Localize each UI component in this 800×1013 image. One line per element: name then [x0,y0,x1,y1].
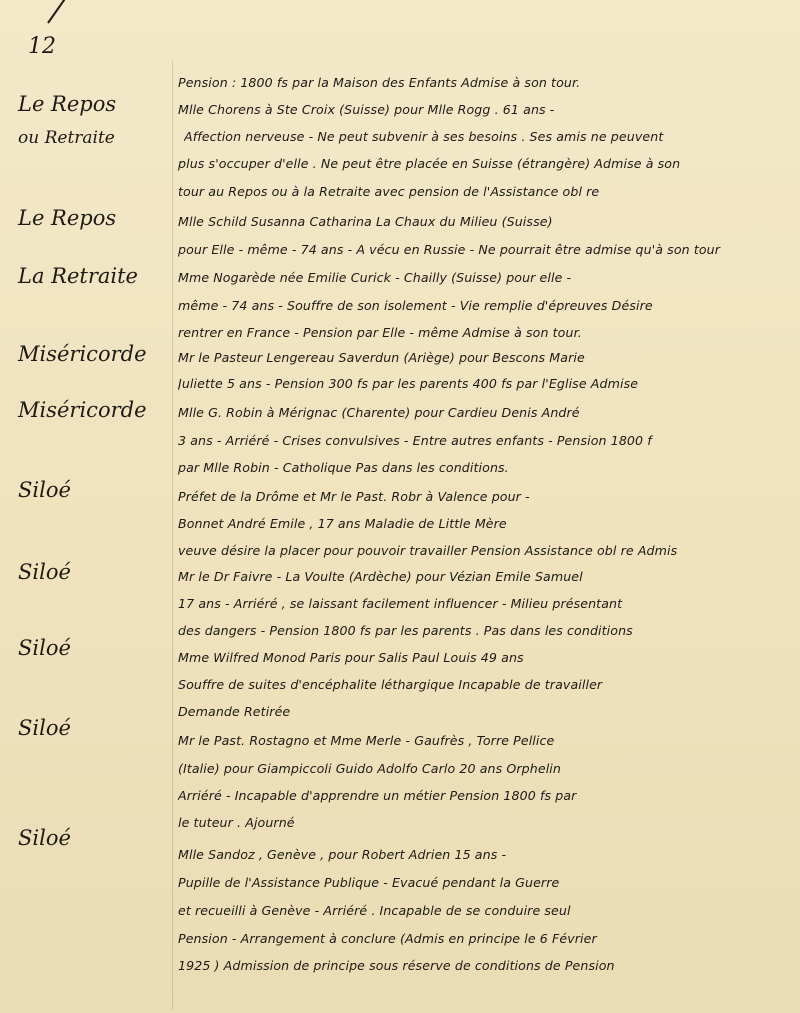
text-line: même - 74 ans - Souffre de son isolement - Vie remplie d'épreuves Désire [178,298,653,313]
text-line: Pension : 1800 fs par la Maison des Enfants Admise à son tour. [178,75,581,90]
margin-labels [0,0,180,1013]
text-line: Mr le Past. Rostagno et Mme Merle - Gaufrès , Torre Pellice [178,733,555,748]
text-line: Affection nerveuse - Ne peut subvenir à ses besoins . Ses amis ne peuvent [184,129,664,144]
margin-label: Miséricorde [18,342,147,366]
text-line: Mme Nogarède née Emilie Curick - Chailly (Suisse) pour elle - [178,270,572,285]
margin-label: Le Repos [18,92,117,116]
text-line: rentrer en France - Pension par Elle - même Admise à son tour. [178,325,582,340]
margin-label: Siloé [18,560,71,584]
page-number: 12 [28,34,56,59]
text-line: Mr le Pasteur Lengereau Saverdun (Ariège) pour Bescons Marie [178,350,585,365]
text-line: Mlle Chorens à Ste Croix (Suisse) pour Mlle Rogg . 61 ans - [178,102,555,117]
text-line: Préfet de la Drôme et Mr le Past. Robr à Valence pour - [178,489,530,504]
text-line: par Mlle Robin - Catholique Pas dans les conditions. [178,460,509,475]
text-line: Bonnet André Emile , 17 ans Maladie de Little Mère [178,516,507,531]
text-line: Mlle Sandoz , Genève , pour Robert Adrien 15 ans - [178,847,507,862]
text-line: veuve désire la placer pour pouvoir travailler Pension Assistance obl re Admis [178,543,678,558]
margin-label: La Retraite [18,264,138,288]
text-line: Mr le Dr Faivre - La Voulte (Ardèche) pour Vézian Emile Samuel [178,569,583,584]
text-line: Mlle Schild Susanna Catharina La Chaux du Milieu (Suisse) [178,214,553,229]
margin-label: Siloé [18,826,71,850]
text-line: des dangers - Pension 1800 fs par les parents . Pas dans les conditions [178,623,633,638]
text-line: Souffre de suites d'encéphalite léthargique Incapable de travailler [178,677,603,692]
text-line: et recueilli à Genève - Arriéré . Incapable de se conduire seul [178,903,571,918]
text-line: (Italie) pour Giampiccoli Guido Adolfo Carlo 20 ans Orphelin [178,761,561,776]
text-line: 3 ans - Arriéré - Crises convulsives - Entre autres enfants - Pension 1800 f [178,433,652,448]
margin-label: ou Retraite [18,128,115,148]
text-line: Juliette 5 ans - Pension 300 fs par les parents 400 fs par l'Eglise Admise [178,376,639,391]
text-line: 17 ans - Arriéré , se laissant facilement influencer - Milieu présentant [178,596,623,611]
text-line: Pension - Arrangement à conclure (Admis en principe le 6 Février [178,931,597,946]
text-line: pour Elle - même - 74 ans - A vécu en Russie - Ne pourrait être admise qu'à son tour [178,242,721,257]
text-line: Pupille de l'Assistance Publique - Evacué pendant la Guerre [178,875,560,890]
margin-label: Siloé [18,716,71,740]
text-line: Demande Retirée [178,704,291,719]
margin-label: Le Repos [18,206,117,230]
margin-label: Miséricorde [18,398,147,422]
margin-label: Siloé [18,636,71,660]
text-line: Mlle G. Robin à Mérignac (Charente) pour Cardieu Denis André [178,405,580,420]
text-line: tour au Repos ou à la Retraite avec pension de l'Assistance obl re [178,184,600,199]
register-entries [178,0,788,1013]
text-line: plus s'occuper d'elle . Ne peut être placée en Suisse (étrangère) Admise à son [178,156,681,171]
text-line: 1925 ) Admission de principe sous réserve de conditions de Pension [178,958,615,973]
text-line: Arriéré - Incapable d'apprendre un métier Pension 1800 fs par [178,788,577,803]
text-line: Mme Wilfred Monod Paris pour Salis Paul Louis 49 ans [178,650,524,665]
margin-label: Siloé [18,478,71,502]
text-line: le tuteur . Ajourné [178,815,295,830]
